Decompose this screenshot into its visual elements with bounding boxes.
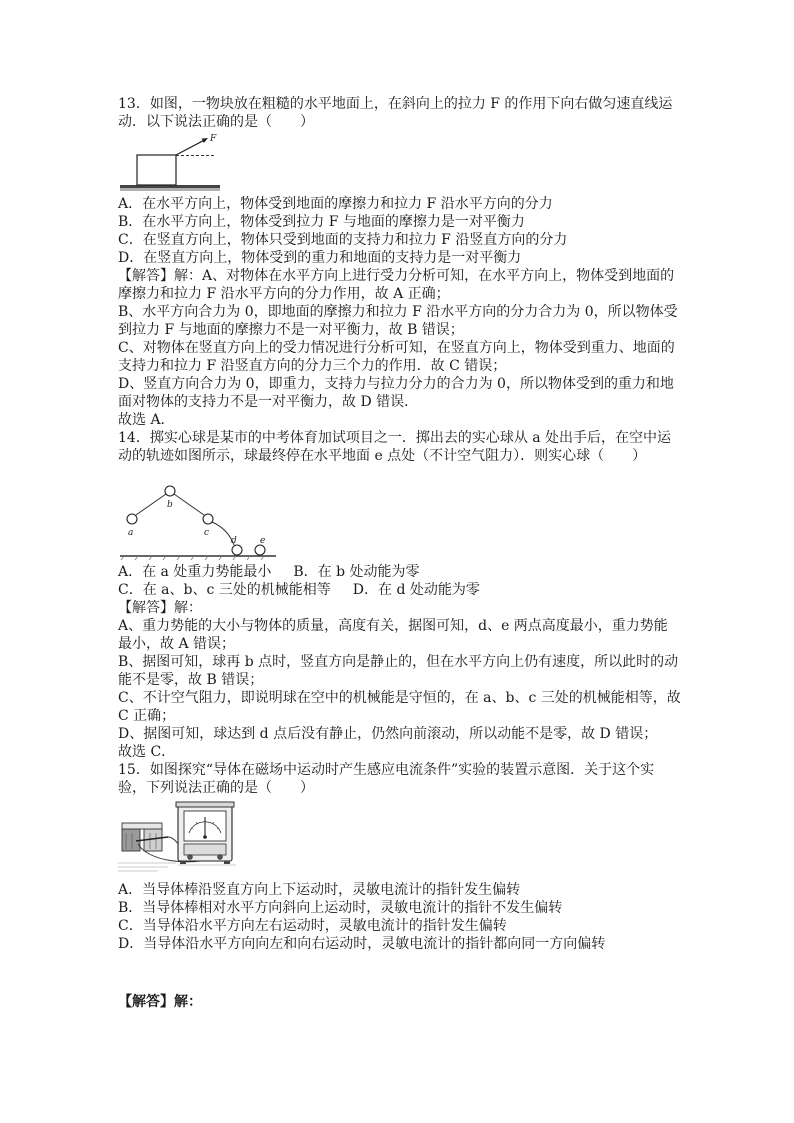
q14-options-row-1: [118, 563, 718, 581]
label-b: b: [167, 500, 173, 510]
q15-option-c: C．当导体沿水平方向左右运动时，灵敏电流计的指针发生偏转: [118, 918, 507, 934]
trajectory-a-to-b: [136, 494, 166, 515]
spacer: [118, 953, 718, 993]
q15-option-d: D．当导体沿水平方向向左和向右运动时，灵敏电流计的指针都向同一方向偏转: [118, 936, 606, 952]
q13-solution-line: B、水平方向合力为 0，即地面的摩擦力和拉力 F 沿水平方向的分力合力为 0，所以物体受: [118, 304, 678, 320]
block: [137, 155, 176, 185]
q13-option-d: D．在竖直方向上，物体受到的重力和地面的支持力是一对平衡力: [118, 250, 522, 266]
q14-solution-heading: 【解答】解：: [118, 600, 202, 616]
q15-stem-line-1: 15．如图探究“导体在磁场中运动时产生感应电流条件”实验的装置示意图．关于这个实: [118, 762, 655, 778]
force-label: F: [210, 134, 217, 144]
q13-figure: [118, 131, 718, 195]
galvanometer: [176, 802, 234, 864]
q13-stem-line-2: 动．以下说法正确的是（ ）: [118, 114, 314, 130]
ball-d: [232, 545, 242, 555]
q13-solution-line: 面对物体的支持力不是一对平衡力，故 D 错误．: [118, 394, 419, 410]
needle-pivot: [203, 835, 207, 839]
q14-options-row-2: [118, 581, 718, 599]
ball-a: [127, 514, 137, 524]
q15-figure: [118, 797, 718, 881]
label-e: e: [260, 536, 266, 546]
force-arrow: [176, 141, 203, 155]
q14-solution-line: C 正确；: [118, 708, 176, 724]
q14-solution-line: B、据图可知，球再 b 点时，竖直方向是静止的，但在水平方向上仍有速度，所以此时的动: [118, 654, 679, 670]
q13-figure-drawing: [118, 131, 228, 195]
q13-option-a: A．在水平方向上，物体受到地面的摩擦力和拉力 F 沿水平方向的分力: [118, 196, 553, 212]
q14-solution-line: 最小，故 A 错误；: [118, 636, 236, 652]
q15-option-b: B．当导体棒相对水平方向斜向上运动时，灵敏电流计的指针不发生偏转: [118, 900, 563, 916]
q15-stem-line-2: 验，下列说法正确的是（ ）: [118, 780, 314, 796]
trajectory-b-to-c: [174, 494, 204, 515]
ball-c: [203, 514, 213, 524]
ball-b: [165, 486, 175, 496]
q13-answer: 故选 A．: [118, 412, 175, 428]
q14-solution-line: 能不是零，故 B 错误；: [118, 672, 264, 688]
q14-option-d: D．在 d 处动能为零: [352, 582, 480, 598]
table-shading: [118, 863, 236, 871]
q14-option-b: B．在 b 处动能为零: [293, 564, 420, 580]
q14-answer: 故选 C．: [118, 744, 176, 760]
q14-stem-line-2: 动的轨迹如图所示，球最终停在水平地面 e 点处（不计空气阻力）．则实心球（ ）: [118, 448, 647, 464]
q13-solution-line: 到拉力 F 与地面的摩擦力不是一对平衡力，故 B 错误；: [118, 322, 464, 338]
q14-figure-drawing: [118, 465, 283, 563]
ground-shade: [120, 188, 220, 191]
q15-solution-heading: 【解答】解：: [118, 994, 202, 1010]
q13-option-c: C．在竖直方向上，物体只受到地面的支持力和拉力 F 沿竖直方向的分力: [118, 232, 568, 248]
q14-solution-line: A、重力势能的大小与物体的质量，高度有关，据图可知，d、e 两点高度最小，重力势能: [118, 618, 668, 634]
q15-figure-drawing: [118, 797, 243, 881]
terminal-right: [218, 855, 223, 860]
q14-stem-line-1: 14．掷实心球是某市的中考体育加试项目之一．掷出去的实心球从 a 处出手后，在空中运: [118, 430, 672, 446]
q13-solution-line: 【解答】解：A、对物体在水平方向上进行受力分析可知，在水平方向上，物体受到地面的: [118, 268, 675, 284]
q13-solution-line: 支持力和拉力 F 沿竖直方向的分力三个力的作用．故 C 错误；: [118, 358, 507, 374]
q14-option-c: C．在 a、b、c 三处的机械能相等: [118, 582, 331, 598]
terminal-left: [188, 855, 193, 860]
q14-option-a: A．在 a 处重力势能最小: [118, 564, 272, 580]
q14-solution-line: D、据图可知，球达到 d 点后没有静止，仍然向前滚动，所以动能不是零，故 D 错误；: [118, 726, 658, 742]
q14-figure: [118, 465, 718, 563]
q13-solution-line: D、竖直方向合力为 0，即重力，支持力与拉力分力的合力为 0，所以物体受到的重力和地: [118, 376, 674, 392]
document-content: [118, 95, 718, 1011]
q13-stem-line-1: 13．如图，一物块放在粗糙的水平地面上，在斜向上的拉力 F 的作用下向右做匀速直线运: [118, 96, 673, 112]
q13-option-b: B．在水平方向上，物体受到拉力 F 与地面的摩擦力是一对平衡力: [118, 214, 525, 230]
label-c: c: [204, 528, 210, 538]
label-d: d: [231, 536, 237, 546]
q15-option-a: A．当导体棒沿竖直方向上下运动时，灵敏电流计的指针发生偏转: [118, 882, 521, 898]
q13-solution-line: 摩擦力和拉力 F 沿水平方向的分力作用，故 A 正确；: [118, 286, 450, 302]
magnet: [122, 823, 162, 851]
label-a: a: [128, 528, 134, 538]
ball-e: [255, 545, 265, 555]
q13-solution-line: C、对物体在竖直方向上的受力情况进行分析可知，在竖直方向上，物体受到重力、地面的: [118, 340, 675, 356]
q14-solution-line: C、不计空气阻力，即说明球在空中的机械能是守恒的，在 a、b、c 三处的机械能相等，故: [118, 690, 681, 706]
